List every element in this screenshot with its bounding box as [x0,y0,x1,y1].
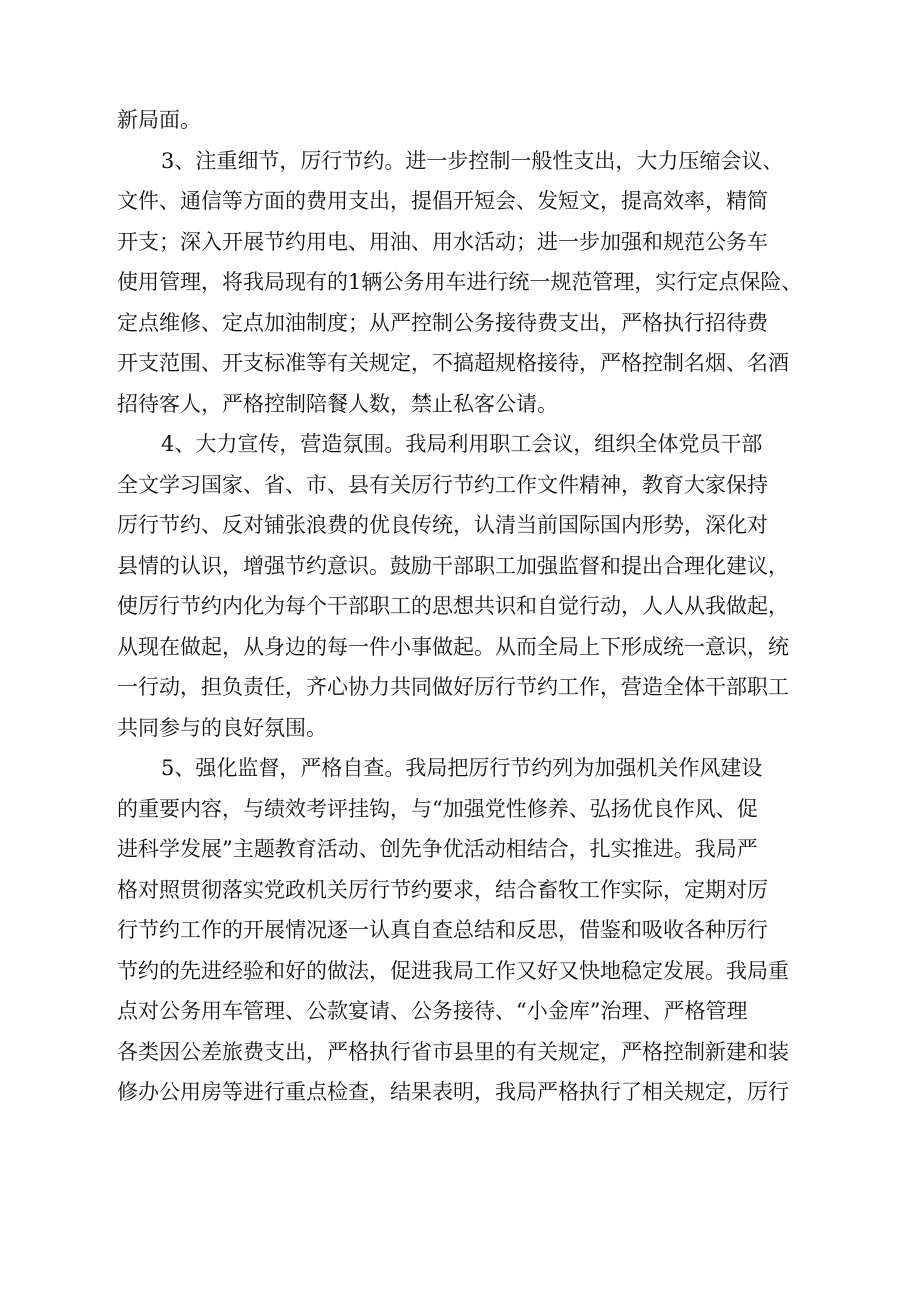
text-line: 格对照贯彻落实党政机关厉行节约要求，结合畜牧工作实际，定期对厉 [117,877,768,902]
text-line: 进科学发展”主题教育活动、创先争优活动相结合，扎实推进。我局严 [117,837,758,861]
text-line: 使厉行节约内化为每个干部职工的思想共识和自觉行动，人人从我做起， [117,594,789,618]
text-line: 一行动，担负责任，齐心协力共同做好厉行节约工作，营造全体干部职工 [117,675,789,699]
text-line: 点对公务用车管理、公款宴请、公务接待、“小金库”治理、严格管理 [117,999,748,1023]
text-line: 全文学习国家、省、市、县有关厉行节约工作文件精神，教育大家保持 [117,472,768,497]
text-line: 共同参与的良好氛围。 [117,715,327,740]
text-line: 开支；深入开展节约用电、用油、用水活动；进一步加强和规范公务车 [117,229,768,254]
text-line: 开支范围、开支标准等有关规定，不搞超规格接待，严格控制名烟、名酒 [117,351,789,375]
text-line: 县情的认识，增强节约意识。鼓励干部职工加强监督和提出合理化建议， [117,553,789,578]
text-line: 节约的先进经验和好的做法，促进我局工作又好又快地稳定发展。我局重 [117,958,789,983]
text-line: 厉行节约、反对铺张浪费的优良传统，认清当前国际国内形势，深化对 [117,513,768,537]
text-line: 各类因公差旅费支出，严格执行省市县里的有关规定，严格控制新建和装 [117,1039,789,1064]
text-line: 招待客人，严格控制陪餐人数，禁止私客公请。 [117,391,558,416]
text-line: 从现在做起，从身边的每一件小事做起。从而全局上下形成统一意识，统 [117,634,789,659]
paragraph-4-heading-line: 4、大力宣传，营造氛围。我局利用职工会议，组织全体党员干部 [161,432,763,456]
text-line: 的重要内容，与绩效考评挂钩，与“加强党性修养、弘扬优良作风、促 [117,796,758,821]
text-line: 行节约工作的开展情况逐一认真自查总结和反思，借鉴和吸收各种厉行 [117,918,768,942]
text-line: 使用管理，将我局现有的1辆公务用车进行统一规范管理，实行定点保险、 [117,270,803,294]
paragraph-5-heading-line: 5、强化监督，严格自查。我局把厉行节约列为加强机关作风建设 [161,756,763,780]
paragraph-3-heading-line: 3、注重细节，厉行节约。进一步控制一般性支出，大力压缩会议、 [161,148,784,173]
document-body [117,100,833,1113]
text-line: 定点维修、定点加油制度；从严控制公务接待费支出，严格执行招待费 [117,310,768,335]
text-line: 修办公用房等进行重点检查，结果表明，我局严格执行了相关规定，厉行 [117,1080,789,1104]
text-line: 新局面。 [117,108,201,132]
text-line: 文件、通信等方面的费用支出，提倡开短会、发短文，提高效率，精简 [117,189,768,213]
